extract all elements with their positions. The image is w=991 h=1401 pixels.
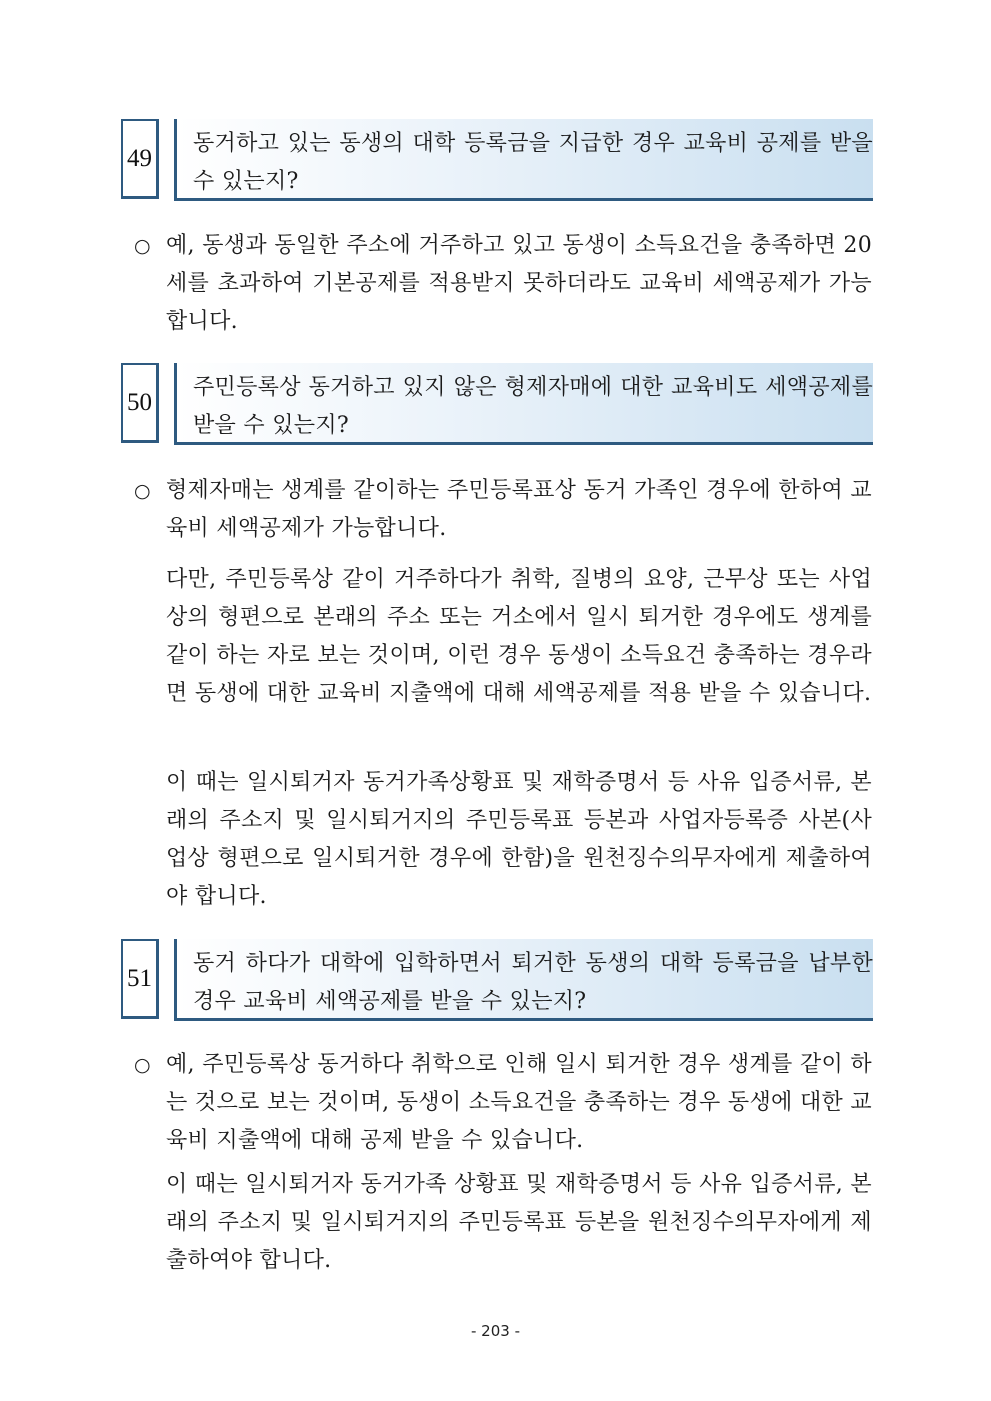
question-text: 주민등록상 동거하고 있지 않은 형제자매에 대한 교육비도 세액공제를 받을 수 있는지? [193, 375, 873, 438]
question-text: 동거 하다가 대학에 입학하면서 퇴거한 동생의 대학 등록금을 납부한 경우 교육비 세액공제를 받을 수 있는지? [193, 951, 873, 1014]
answer-paragraph: 다만, 주민등록상 같이 거주하다가 취학, 질병의 요양, 근무상 또는 사업상의 형편으로 본래의 주소 또는 거소에서 일시 퇴거한 경우에도 생계를 같이 하는 자로 보는 것이며, 이런 경우 동생이 소득요건 충족하는 경우라면 동생에 대한 교육비 지출액에 대해 세액공제를 적용 받을 수 있습니다. [166, 567, 872, 706]
question-box [174, 119, 873, 201]
question-number: 51 [121, 939, 159, 1019]
answer-text: 형제자매는 생계를 같이하는 주민등록표상 동거 가족인 경우에 한하여 교육비 세액공제가 가능합니다. [166, 478, 872, 541]
question-number: 49 [121, 119, 159, 199]
bullet-circle-icon: ○ [134, 480, 151, 502]
page-number: - 203 - [471, 1322, 520, 1340]
answer-paragraph [134, 227, 872, 341]
question-text: 동거하고 있는 동생의 대학 등록금을 지급한 경우 교육비 공제를 받을 수 있는지? [193, 131, 873, 194]
question-number: 50 [121, 363, 159, 443]
answer-paragraph [134, 1046, 872, 1160]
question-box [174, 363, 873, 445]
bullet-circle-icon: ○ [134, 235, 151, 257]
bullet-circle-icon: ○ [134, 1054, 151, 1076]
answer-paragraph: 이 때는 일시퇴거자 동거가족상황표 및 재학증명서 등 사유 입증서류, 본래의 주소지 및 일시퇴거지의 주민등록표 등본과 사업자등록증 사본(사업상 형편으로 일시퇴거한 경우에 한함)을 원천징수의무자에게 제출하여야 합니다. [166, 770, 872, 909]
question-box [174, 939, 873, 1021]
answer-text: 예, 주민등록상 동거하다 취학으로 인해 일시 퇴거한 경우 생계를 같이 하는 것으로 보는 것이며, 동생이 소득요건을 충족하는 경우 동생에 대한 교육비 지출액에 대해 공제 받을 수 있습니다. [166, 1052, 872, 1153]
answer-paragraph: 이 때는 일시퇴거자 동거가족 상황표 및 재학증명서 등 사유 입증서류, 본래의 주소지 및 일시퇴거지의 주민등록표 등본을 원천징수의무자에게 제출하여야 합니다. [166, 1172, 872, 1273]
answer-text: 예, 동생과 동일한 주소에 거주하고 있고 동생이 소득요건을 충족하면 20세를 초과하여 기본공제를 적용받지 못하더라도 교육비 세액공제가 가능합니다. [166, 233, 872, 334]
answer-paragraph [134, 472, 872, 548]
